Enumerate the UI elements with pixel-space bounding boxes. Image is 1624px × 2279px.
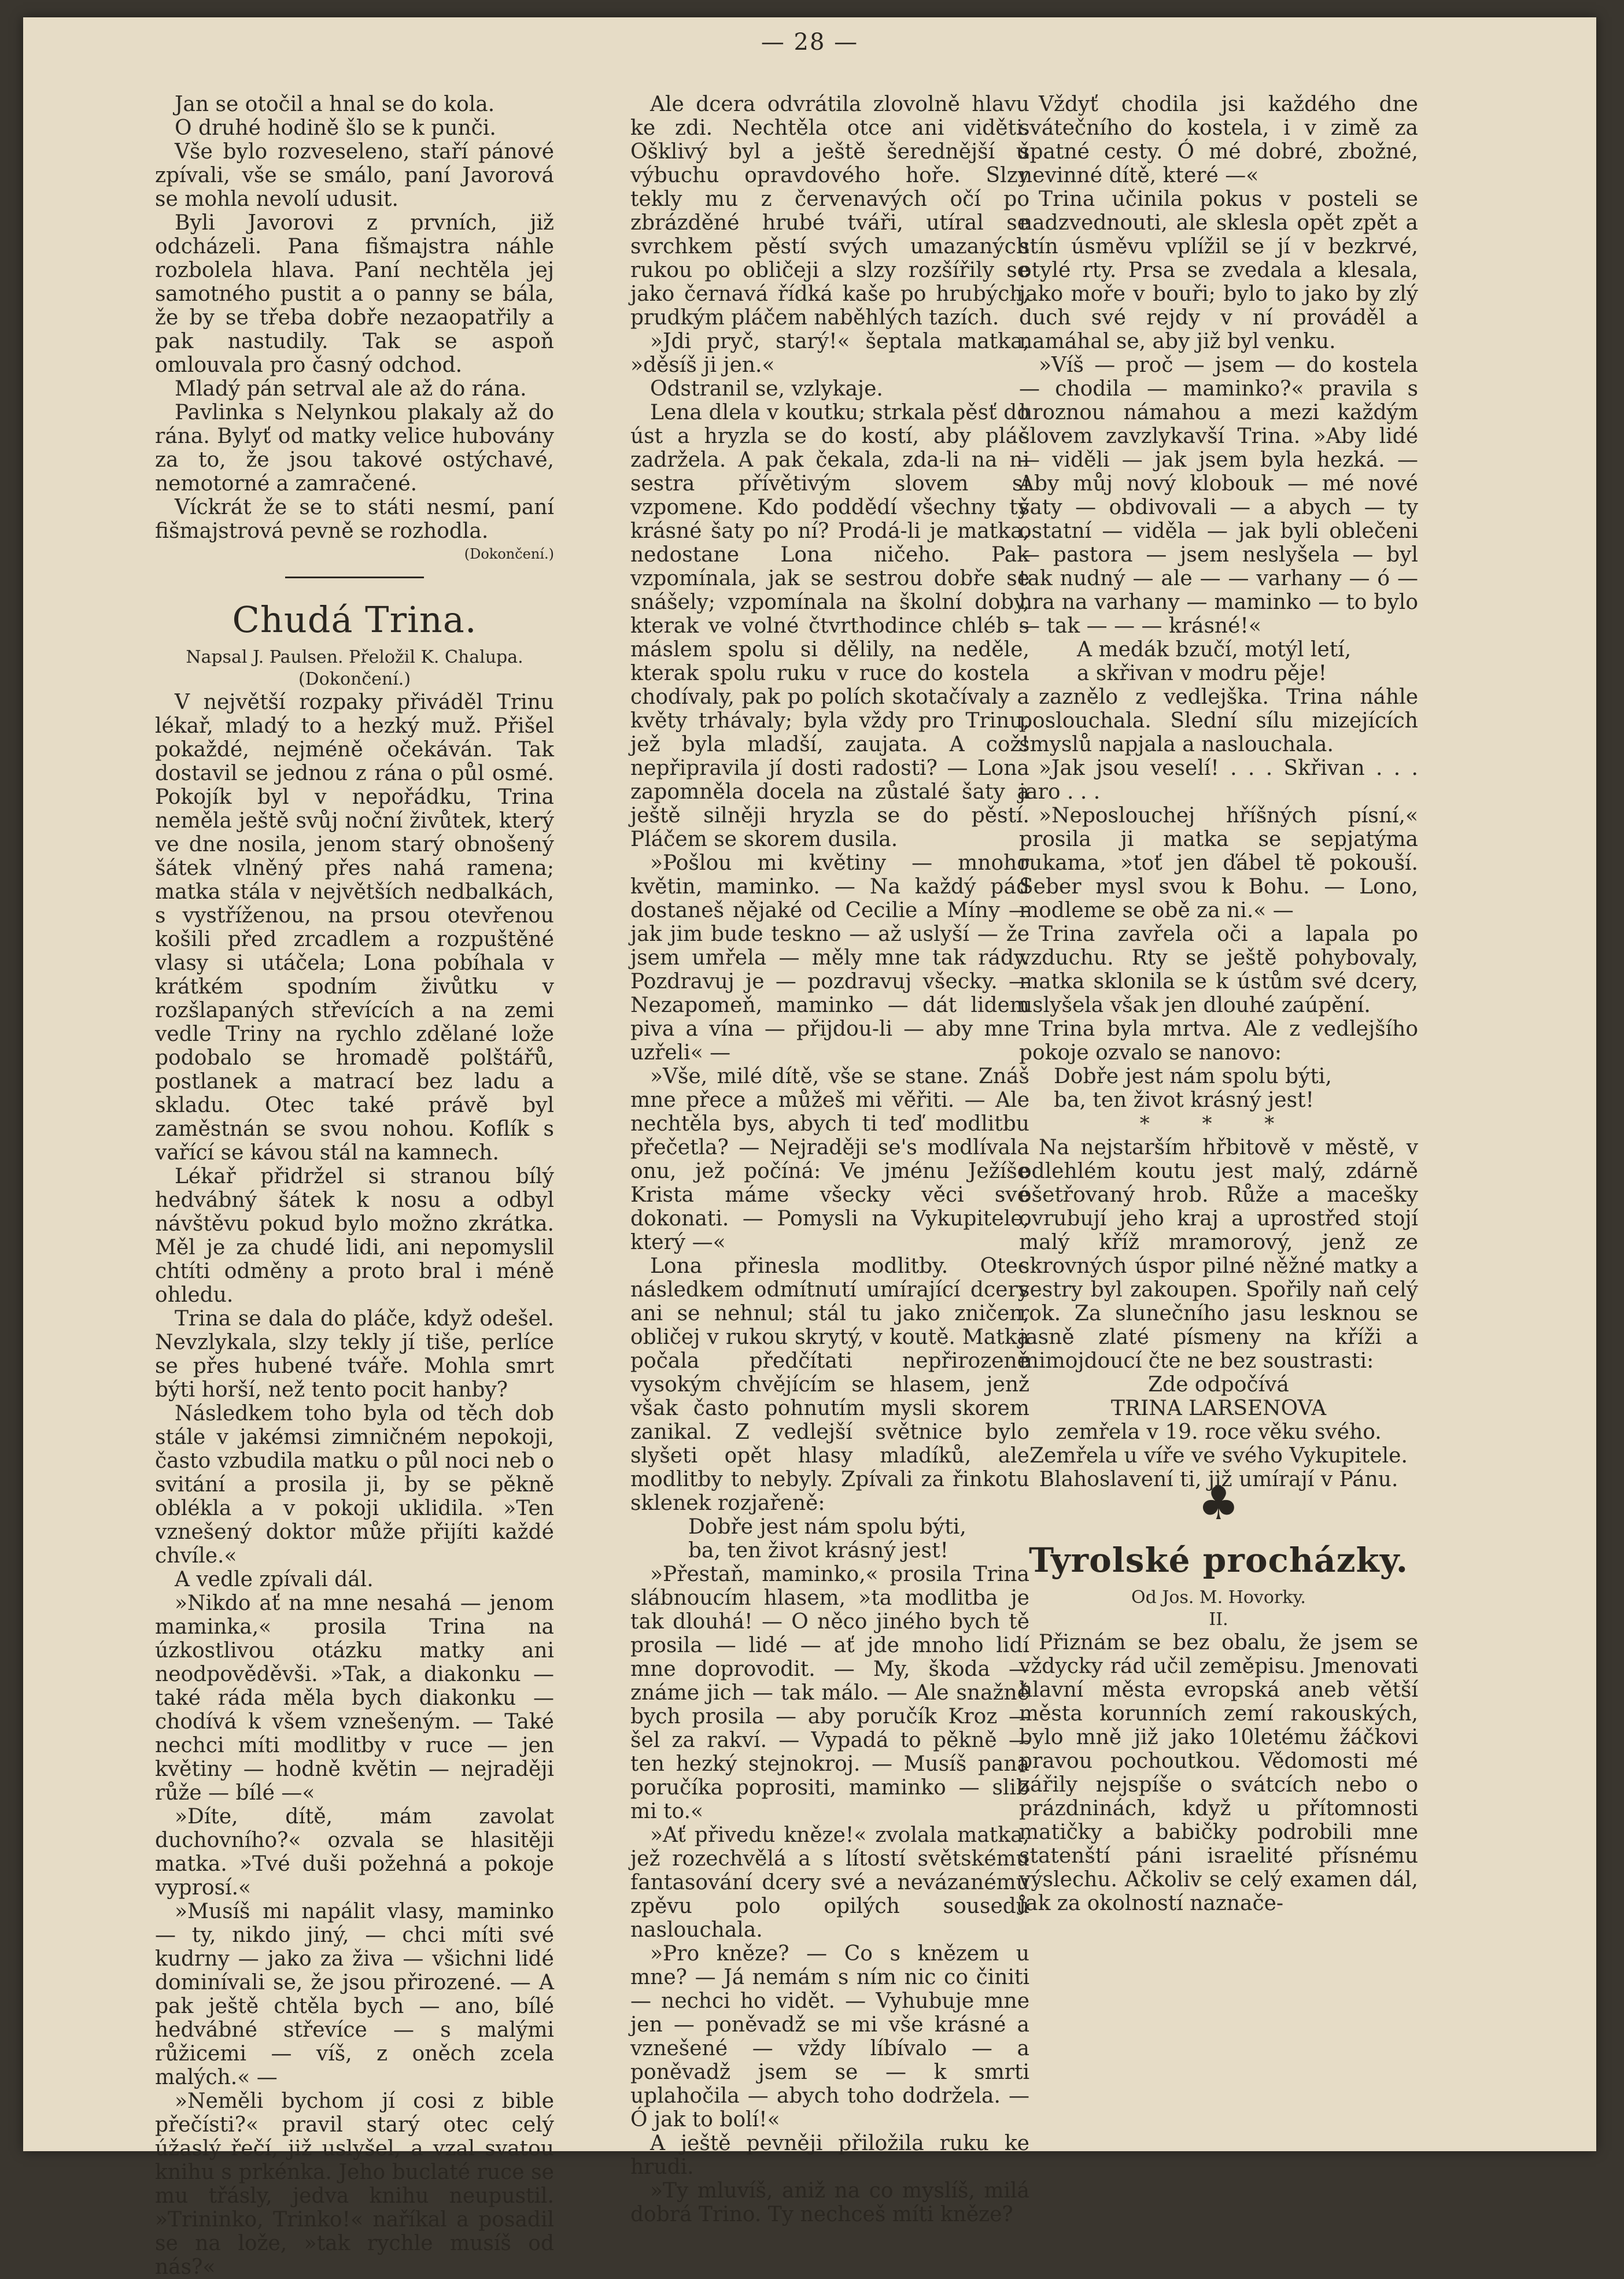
paragraph: Lona přinesla modlitby. Otec následkem odmítnutí umírající dcery ani se nehnul; stál tu jako zničen, obličej v rukou skrytý, v koutě. Matka počala předčítati nepřirozeně vysokým chvějícím se hlasem, jenž však často pohnutím mysli skorem zanikal. Z vedlejší světnice bylo slyšeti opět hlasy mladíků, ale modlitby to nebyly. Zpívali za řinkotu sklenek rozjařeně: [630,1254,1029,1515]
paragraph: »Musíš mi napálit vlasy, maminko — ty, nikdo jiný, — chci míti své kudrny — jako za živa — všichni lidé dominívali se, že jsou přirozené. — A pak ještě chtěla bych — ano, bílé hedvábné střevíce — s malými růžicemi — víš, z oněch zcela malých.« — [155,1900,554,2089]
story2-text-col3c [1019,1136,1418,1373]
story2-text-col2a [630,93,1029,1515]
epitaph-line: Zemřela u víře ve svého Vykupitele. [1029,1444,1408,1468]
story2-text-col1 [155,690,554,2279]
page-number: — 28 — [761,29,859,56]
paragraph: A ještě pevněji přiložila ruku ke hrudi. [630,2132,1029,2179]
paragraph: Lékař přidržel si stranou bílý hedvábný šátek k nosu a odbyl návštěvu pokud bylo možno zkrátka. Měl je za chudé lidi, ani nepomyslil chtíti odměny a proto bral i méně ohledu. [155,1165,554,1307]
end-note: (Dokončení.) [464,546,554,562]
paragraph: Ale dcera odvrátila zlovolně hlavu ke zdi. Nechtěla otce ani viděti. Ošklivý byl a ještě šerednější u výbuchu opravdového hoře. Slzy tekly mu z červenavých očí po zbrázděné hrubé tváři, utíral se svrchkem pěstí svých umazaných rukou po obličeji a slzy rozšířily se jako černavá řídká kaše po hrubých, prudkým pláčem naběhlých tazích. [630,93,1029,330]
paragraph: Trina učinila pokus v posteli se nadzvednouti, ale sklesla opět zpět a stín úsměvu vplížil se jí v bezkrvé, otylé rty. Prsa se zvedala a klesala, jako moře v bouři; bylo to jako by zlý duch své rejdy v ní prováděl a namáhal se, aby již byl venku. [1019,187,1418,353]
paragraph: Trina se dala do pláče, když odešel. Nevzlykala, slzy tekly jí tiše, perlíce se přes hubené tváře. Mohla smrt býti horší, než tento pocit hanby? [155,1307,554,1402]
paragraph: Lena dlela v koutku; strkala pěsť do úst a hryzla se do kostí, aby pláč zadržela. A pak čekala, zda-li na ni sestra přívětivým slovem si vzpomene. Kdo poddědí všechny ty krásné šaty po ní? Prodá-li je matka, nedostane Lona ničeho. Pak vzpomínala, jak se sestrou dobře se snášely; vzpomínala na školní doby, kterak ve volné čtvrthodince chléb s máslem spolu si dělily, na neděle, kterak spolu ruku v ruce do kostela chodívaly, pak po polích skotačívaly a květy trhávaly; byla vždy pro Trinu, jež byla mladší, zaujata. A což! nepřipravila jí dosti radosti? — Lona zapomněla docela na zůstalé šaty a ještě silněji hryzla se do pěstí. Pláčem se skorem dusila. [630,401,1029,851]
verse-line: A medák bzučí, motýl letí, [1077,638,1352,662]
paragraph: »Jdi pryč, starý!« šeptala matka, »děsíš ji jen.« [630,330,1029,377]
paragraph: Byli Javorovi z prvních, již odcházeli. Pana fišmajstra náhle rozbolela hlava. Paní nechtěla jej samotného pustit a o panny se bála, že by se třeba dobře nezaopatřily a pak nastudily. Tak se aspoň omlouvala pro časný odchod. [155,211,554,377]
verse-line: ba, ten život krásný jest! [688,1539,948,1563]
story3-title: Tyrolské procházky. [1029,1541,1408,1580]
verse-3 [1019,1065,1418,1112]
paragraph: Odstranil se, vzlykaje. [650,377,883,401]
verse-2 [1019,638,1418,685]
verse-line: Dobře jest nám spolu býti, [688,1515,966,1539]
paragraph: V největší rozpaky přiváděl Trinu lékař, mladý to a hezký muž. Přišel pokaždé, nejméně očekáván. Tak dostavil se jednou z rána o půl osmé. Pokojík byl v nepořádku, Trina neměla ještě svůj noční živůtek, který ve dne nosila, jenom starý obnošený šátek vlněný přes nahá ramena; matka stála v největších nedbalkách, s vystříženou, na prsou otevřenou košili před zrcadlem a rozpuštěné vlasy si utáčela; Lona pobíhala v krátkém spodním živůtku v rozšlapaných střevících a na zemi vedle Triny na rychlo zdělané lože podobalo se hromadě polštářů, postlanek a matrací bez ladu a skladu. Otec také právě byl zaměstnán se svou nohou. Koflík s vařící se kávou stál na kamnech. [155,690,554,1165]
story3-part: II. [1209,1609,1228,1630]
epitaph-line: Zde odpočívá [1148,1373,1289,1397]
column-3 [1019,93,1418,1915]
paragraph: zaznělo z vedlejška. Trina náhle poslouchala. Slední sílu mizejících smyslů napjala a naslouchala. [1019,685,1418,756]
story1-text [155,93,554,543]
epitaph-line: Blahoslavení ti, již umírají v Pánu. [1039,1468,1398,1491]
verse-line: Dobře jest nám spolu býti, [1054,1065,1332,1088]
story2-text-col3a [1019,93,1418,638]
epitaph-line: zemřela v 19. roce věku svého. [1055,1420,1382,1444]
paragraph: »Ty mluvíš, aniž na co myslíš, milá dobrá Trino. Ty nechceš míti kněze? [630,2179,1029,2226]
paragraph: Přiznám se bez obalu, že jsem se vždycky rád učil zeměpisu. Jmenovati hlavní města evropská aneb větší města korunních zemí rakouských, bylo mně již jako 10letému žáčkovi pravou pochoutkou. Vědomosti mé zářily nejspíše o svátcích nebo o prázdninách, když u přítomnosti matičky a babičky podrobili mne statenští páni israelité přísnému výslechu. Ačkoliv se celý examen dál, jak za okolností naznače- [1019,1631,1418,1915]
paragraph: »Víš — proč — jsem — do kostela — chodila — maminko?« pravila s hroznou námahou a mezi každým slovem zavzlykavší Trina. »Aby lidé — viděli — jak jsem byla hezká. — Aby můj nový klobouk — mé nové šaty — obdivovali — a abych — ty ostatní — viděla — jak byli oblečeni — pastora — jsem neslyšela — byl tak nudný — ale — — varhany — ó — hra na varhany — maminko — to bylo — tak — — — krásné!« [1019,353,1418,638]
story2-text-col3b [1019,685,1418,1065]
paragraph: Vždyť chodila jsi každého dne svátečního do kostela, i v zimě za špatné cesty. Ó mé dobré, zbožné, nevinné dítě, které —« [1019,93,1418,187]
paragraph: O druhé hodině šlo se k punči. [175,116,496,140]
verse-line: ba, ten život krásný jest! [1054,1088,1314,1112]
paragraph: Jan se otočil a hnal se do kola. [175,93,495,116]
story2-credit: Napsal J. Paulsen. Přeložil K. Chalupa. [186,647,523,667]
story2-text-col2b [630,1563,1029,2226]
paragraph: »Pro kněze? — Co s knězem u mne? — Já nemám s ním nic co činiti — nechci ho vidět. — Vyhubuje mne jen — poněvadž se mi vše krásné a vznešené — vždy líbívalo — a poněvadž jsem se — k smrti uplahočila — abych toho dodržela. — Ó jak to bolí!« [630,1942,1029,2132]
paragraph: A vedle zpívali dál. [175,1568,374,1591]
paragraph: »Vše, milé dítě, vše se stane. Znáš mne přece a můžeš mi věřiti. — Ale nechtěla bys, abych ti teď modlitbu přečetla? — Nejraději se's modlívala onu, jež počíná: Ve jménu Ježíše Krista máme všecky věci své dokonati. — Pomysli na Vykupitele, který —« [630,1065,1029,1254]
paragraph: »Nikdo ať na mne nesahá — jenom maminka,« prosila Trina na úzkostlivou otázku matky ani neodpověděvši. »Tak, a diakonku — také ráda měla bych diakonku — chodívá k všem vznešeným. — Také nechci míti modlitby v ruce — jen květiny — hodně květin — nejraději růže — bílé —« [155,1591,554,1805]
verse-line: a skřivan v modru pěje! [1077,662,1327,685]
paragraph: »Přestaň, maminko,« prosila Trina slábnoucím hlasem, »ta modlitba je tak dlouhá! — O něco jiného bych tě prosila — lidé — ať jde mnoho lidí mne doprovodit. — My, škoda — známe jich — tak málo. — Ale snažně bych prosila — aby poručík Kroz — šel za rakví. — Vypadá to pěkně — ten hezký stejnokroj. — Musíš pana poručíka poprositi, maminko — slib mi to.« [630,1563,1029,1823]
paragraph: »Pošlou mi květiny — mnoho květin, maminko. — Na každý pád dostaneš nějaké od Cecilie a Míny — jak jim bude teskno — až uslyší — že jsem umřela — měly mne tak rády. Pozdravuj je — pozdravuj všecky. — Nezapomeň, maminko — dát lidem piva a vína — přijdou-li — aby mne uzřeli« — [630,851,1029,1065]
section-stars: * * * [1139,1112,1298,1135]
column-1 [155,93,554,2279]
epitaph-line: TRINA LARSENOVA [1110,1397,1327,1420]
divider [285,577,424,578]
verse-1 [630,1515,1029,1563]
paragraph: »Neměli bychom jí cosi z bible přečísti?« pravil starý otec celý úžaslý řečí, již uslyšel, a vzal svatou knihu s prkénka. Jeho buclaté ruce se mu třásly, jedva knihu neupustil. »Trininko, Trinko!« naříkal a posadil se na lože, »tak rychle musíš od nás?« [155,2089,554,2279]
paragraph: Následkem toho byla od těch dob stále v jakémsi zimničném nepokoji, často vzbudila matku o půl noci neb o svitání a prosila ji, by se pěkně oblékla a v pokoji uklidila. »Ten vznešený doktor může přijíti každé chvíle.« [155,1402,554,1568]
paragraph: Mladý pán setrval ale až do rána. [175,377,527,401]
story3-text [1019,1631,1418,1915]
paragraph: Víckrát že se to státi nesmí, paní fišmajstrová pevně se rozhodla. [155,496,554,543]
column-2 [630,93,1029,2226]
paragraph: Vše bylo rozveseleno, staří pánové zpívali, vše se smálo, paní Javorová se mohla nevolí udusit. [155,140,554,211]
epitaph [1019,1373,1418,1491]
story2-title: Chudá Trina. [232,599,477,641]
story2-continuation: (Dokončení.) [298,669,411,689]
paragraph: Trina zavřela oči a lapala po vzduchu. Rty se ještě pohybovaly, matka sklonila se k ústům své dcery, uslyšela však jen dlouhé zaúpění. [1019,922,1418,1017]
paragraph: Na nejstarším hřbitově v městě, v odlehlém koutu jest malý, zdárně ošetřovaný hrob. Růže a macešky ovrubují jeho kraj a uprostřed stojí malý kříž mramorový, jenž ze skrovných úspor pilné něžné matky a sestry byl zakoupen. Spořily naň celý rok. Za slunečního jasu lesknou se jasně zlaté písmeny na kříži a mimojdoucí čte ne bez soustrasti: [1019,1136,1418,1373]
club-ornament-icon: ♣ [1198,1476,1239,1530]
magazine-page [23,17,1596,2279]
paragraph: »Ať přivedu kněze!« zvolala matka, jež rozechvělá a s lítostí světskému fantasování dcery své a nevázanému zpěvu polo opilých sousedů naslouchala. [630,1823,1029,1942]
paragraph: Trina byla mrtva. Ale z vedlejšího pokoje ozvalo se nanovo: [1019,1017,1418,1065]
paragraph: »Jak jsou veselí! . . . Skřivan . . . jaro . . . [1019,756,1418,804]
story3-credit: Od Jos. M. Hovorky. [1131,1587,1306,1608]
paragraph: »Díte, dítě, mám zavolat duchovního?« ozvala se hlasitěji matka. »Tvé duši požehná a pokoje vyprosí.« [155,1805,554,1900]
paragraph: Pavlinka s Nelynkou plakaly až do rána. Bylyť od matky velice hubovány za to, že jsou takové ostýchavé, nemotorné a zamračené. [155,401,554,496]
paragraph: »Neposlouchej hříšných písní,« prosila ji matka se sepjatýma rukama, »toť jen ďábel tě pokouší. Seber mysl svou k Bohu. — Lono, modleme se obě za ni.« — [1019,804,1418,922]
